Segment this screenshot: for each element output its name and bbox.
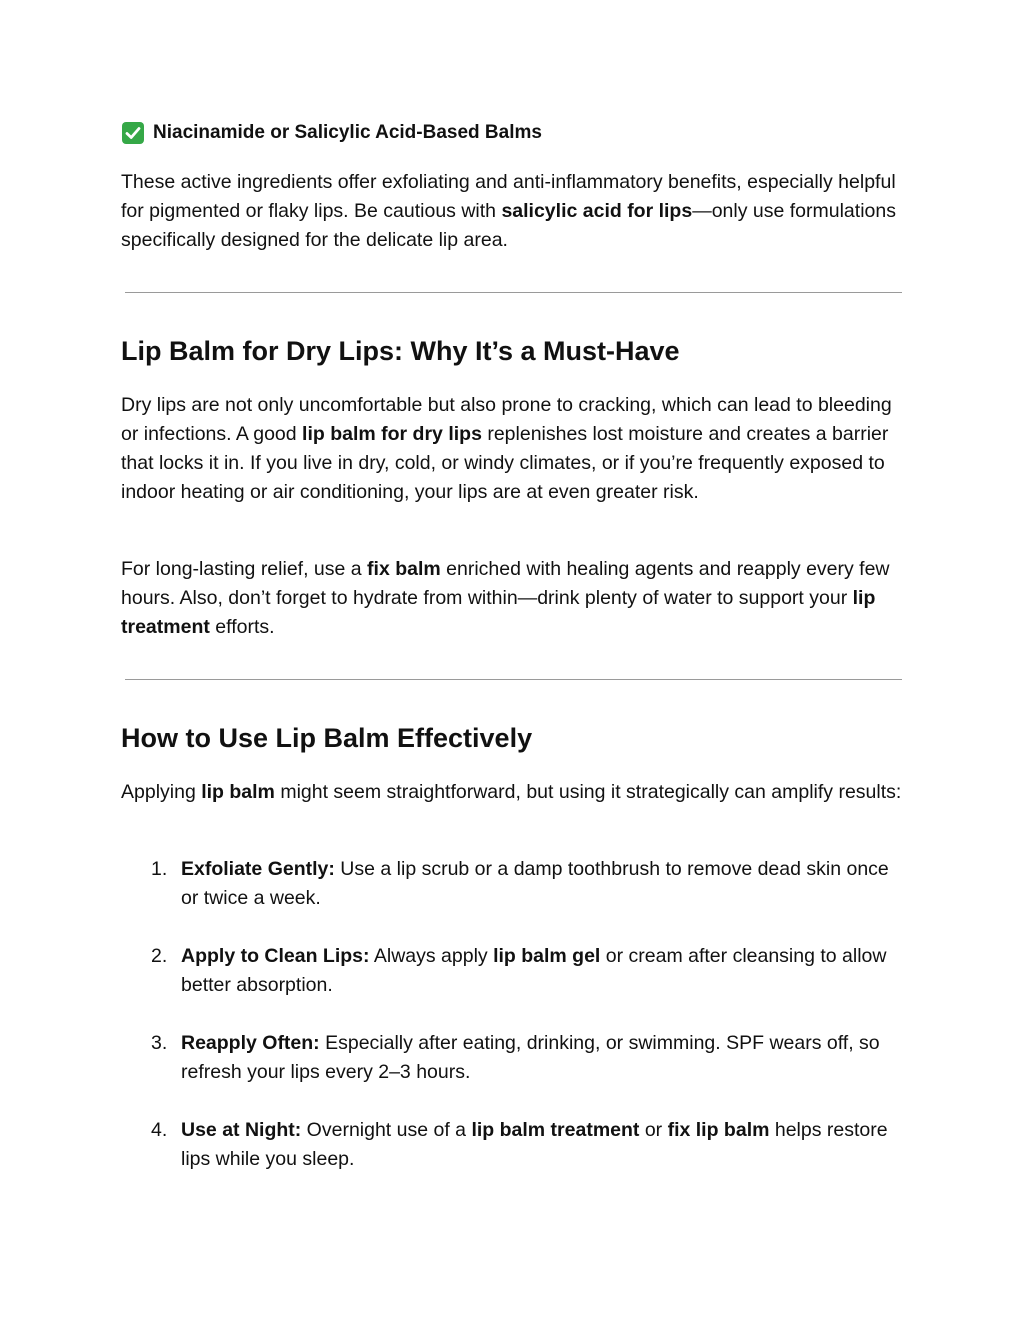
heading-how-to-use: How to Use Lip Balm Effectively — [121, 723, 533, 753]
list-item: 4. Use at Night: Overnight use of a lip balm treatment or fix lip balm helps restore lips while you sleep. — [121, 1116, 906, 1174]
list-item: 1. Exfoliate Gently: Use a lip scrub or a damp toothbrush to remove dead skin once or twice a week. — [121, 855, 906, 913]
paragraph-dry-lips: Dry lips are not only uncomfortable but also prone to cracking, which can lead to bleeding or infections. A good lip balm for dry lips replenishes lost moisture and creates a barrier that locks it in. If you live in dry, cold, or windy climates, or if you’re frequently exposed to indoor heating or air conditioning, your lips are at even greater risk. — [121, 394, 892, 503]
list-item: 2. Apply to Clean Lips: Always apply lip balm gel or cream after cleansing to allow better absorption. — [121, 942, 906, 1000]
list-number: 2. — [151, 945, 168, 967]
paragraph-intro: Applying lip balm might seem straightforward, but using it strategically can amplify results: — [121, 781, 902, 803]
paragraph-long-lasting-relief: For long-lasting relief, use a fix balm enriched with healing agents and reapply every few hours. Also, don’t forget to hydrate from within—drink plenty of water to support your lip treatment efforts. — [121, 558, 890, 638]
horizontal-divider — [125, 679, 902, 680]
subheading-niacinamide — [121, 119, 542, 147]
subheading-text: Niacinamide or Salicylic Acid-Based Balms — [153, 122, 542, 143]
check-mark-icon — [121, 121, 145, 145]
steps-list — [121, 855, 906, 1203]
list-number: 4. — [151, 1119, 168, 1141]
list-number: 1. — [151, 858, 168, 880]
heading-dry-lips: Lip Balm for Dry Lips: Why It’s a Must-Have — [121, 336, 680, 366]
paragraph-active-ingredients: These active ingredients offer exfoliating and anti-inflammatory benefits, especially helpful for pigmented or flaky lips. Be cautious with salicylic acid for lips—only use formulations specifically designed for the delicate lip area. — [121, 171, 896, 251]
list-item: 3. Reapply Often: Especially after eating, drinking, or swimming. SPF wears off, so refresh your lips every 2–3 hours. — [121, 1029, 906, 1087]
horizontal-divider — [125, 292, 902, 293]
list-number: 3. — [151, 1032, 168, 1054]
